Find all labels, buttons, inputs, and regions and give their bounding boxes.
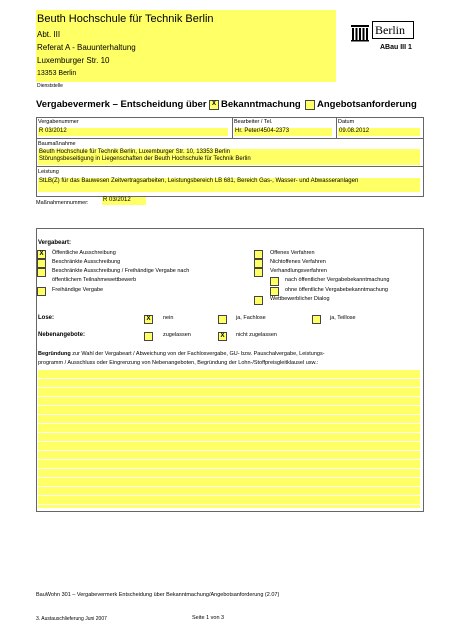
wettbewerblicher-dialog-checkbox[interactable] <box>254 296 263 305</box>
footer-edition: 3. Austauschlieferung Juni 2007 <box>36 616 107 622</box>
lose-fachlose-checkbox[interactable] <box>218 315 227 324</box>
baumassnahme-line2: Störungsbeseitigung in Liegenschaften der Beuth Hochschule für Technik Berlin <box>39 156 251 162</box>
nebenangebote-nicht-label: nicht zugelassen <box>236 332 277 338</box>
verhandlungsverfahren-checkbox[interactable] <box>254 268 263 277</box>
vergabenummer-value: R 03/2012 <box>39 128 67 134</box>
leistung-value: StLB(Z) für das Bauwesen Zeitvertragsarbeiten, Leistungsbereich LB 681, Bereich Gas-, Wasser- und Abwasseranlagen <box>39 178 359 184</box>
berlin-bear-logo-icon <box>351 22 371 42</box>
begruendung-textarea[interactable] <box>38 370 420 508</box>
datum-field[interactable] <box>338 128 420 136</box>
lose-teillose-checkbox[interactable] <box>312 315 321 324</box>
datum-label: Datum <box>338 119 355 125</box>
wettbewerblicher-dialog-label: Wettbewerblicher Dialog <box>270 296 330 302</box>
offenes-verfahren-checkbox[interactable] <box>254 250 263 259</box>
bekanntmachung-label: Bekanntmachung <box>221 99 301 110</box>
dienststelle-label: Dienststelle <box>37 83 63 89</box>
footer-page-number: Seite 1 von 3 <box>192 615 225 621</box>
vergabenummer-field[interactable] <box>38 128 228 136</box>
nichtoffenes-verfahren-label: Nichtoffenes Verfahren <box>270 259 326 265</box>
table-vline-2 <box>336 117 337 138</box>
table-vline-1 <box>232 117 233 138</box>
berlin-logo-text: Berlin <box>375 23 405 37</box>
footer-form-title: BauWohn 301 – Vergabevermerk Entscheidung über Bekanntmachung/Angebotsanforderung (2.07) <box>36 592 280 598</box>
bearbeiter-value: Hr. Peter/4504-2373 <box>235 128 290 134</box>
beschraenkte-freihaendig-checkbox[interactable] <box>37 268 46 277</box>
lose-teillose-label: ja, Teillose <box>330 315 356 321</box>
bekanntmachung-checkbox[interactable]: X <box>209 100 219 110</box>
baumassnahme-line1: Beuth Hochschule für Technik Berlin, Luxemburger Str. 10, 13353 Berlin <box>39 149 230 155</box>
vergabenummer-label: Vergabenummer <box>38 119 79 125</box>
oeffentliche-ausschreibung-checkbox[interactable]: X <box>37 250 46 259</box>
berlin-logo-box <box>372 21 414 39</box>
nichtoffenes-verfahren-checkbox[interactable] <box>254 259 263 268</box>
offenes-verfahren-label: Offenes Verfahren <box>270 250 315 256</box>
table-hline-1 <box>36 138 423 139</box>
begruendung-text: zur Wahl der Vergabeart / Abweichung von der Fachlosvergabe, GU- bzw. Pauschalvergabe, Leistungs- <box>72 351 325 357</box>
city: 13353 Berlin <box>37 70 77 77</box>
table-hline-2 <box>36 166 423 167</box>
lose-label: Lose: <box>38 315 55 321</box>
angebotsanforderung-checkbox[interactable] <box>305 100 315 110</box>
lose-fachlose-label: ja, Fachlose <box>236 315 266 321</box>
freihaendige-vergabe-checkbox[interactable] <box>37 287 46 296</box>
angebotsanforderung-label: Angebotsanforderung <box>317 99 417 110</box>
verhandlungsverfahren-label: Verhandlungsverfahren <box>270 268 327 274</box>
nach-bekanntmachung-label: nach öffentlicher Vergabebekanntmachung <box>285 277 390 283</box>
baumassnahme-field[interactable] <box>38 149 420 165</box>
beschraenkte-ausschreibung-label: Beschränkte Ausschreibung <box>52 259 121 265</box>
bearbeiter-field[interactable] <box>234 128 332 136</box>
begruendung-text-2: programm / Ausschluss oder Eingrenzung von Nebenangeboten, Begründung der Lohn-/Stoffpreisgleitklausel usw.: <box>38 360 319 366</box>
vergabeart-label: Vergabeart: <box>38 240 72 246</box>
nach-bekanntmachung-checkbox[interactable] <box>270 277 279 286</box>
referat: Referat A - Bauunterhaltung <box>37 43 136 52</box>
beschraenkte-ausschreibung-checkbox[interactable] <box>37 259 46 268</box>
massnahmennummer-value: R 03/2012 <box>103 197 131 203</box>
massnahmennummer-label: Maßnahmennummer: <box>36 200 89 206</box>
form-code: ABau III 1 <box>380 44 412 51</box>
begruendung-heading <box>38 351 420 358</box>
lose-nein-checkbox[interactable]: X <box>144 315 153 324</box>
page-title: Vergabevermerk – Entscheidung über <box>36 99 207 110</box>
teilnahmewettbewerb-label: öffentlichem Teilnahmewettbewerb <box>52 277 137 283</box>
institution-name: Beuth Hochschule für Technik Berlin <box>37 13 214 25</box>
begruendung-bold: Begründung <box>38 351 71 357</box>
bearbeiter-label: Bearbeiter / Tel. <box>234 119 273 125</box>
street: Luxemburger Str. 10 <box>37 56 110 65</box>
nebenangebote-zugelassen-label: zugelassen <box>163 332 191 338</box>
nebenangebote-zugelassen-checkbox[interactable] <box>144 332 153 341</box>
abteilung: Abt. III <box>37 30 61 39</box>
freihaendige-vergabe-label: Freihändige Vergabe <box>52 287 104 293</box>
massnahmennummer-field[interactable] <box>102 197 146 205</box>
leistung-field[interactable] <box>38 178 420 192</box>
leistung-label: Leistung <box>38 169 59 175</box>
lose-nein-label: nein <box>163 315 174 321</box>
beschraenkte-freihaendig-label: Beschränkte Ausschreibung / Freihändige Vergabe nach <box>52 268 190 274</box>
oeffentliche-ausschreibung-label: Öffentliche Ausschreibung <box>52 250 116 256</box>
baumassnahme-label: Baumaßnahme <box>38 141 76 147</box>
nebenangebote-label: Nebenangebote: <box>38 332 86 338</box>
ohne-bekanntmachung-label: ohne öffentliche Vergabebekanntmachung <box>285 287 388 293</box>
ohne-bekanntmachung-checkbox[interactable] <box>270 287 279 296</box>
nebenangebote-nicht-checkbox[interactable]: X <box>218 332 227 341</box>
datum-value: 09.08.2012 <box>339 128 370 134</box>
